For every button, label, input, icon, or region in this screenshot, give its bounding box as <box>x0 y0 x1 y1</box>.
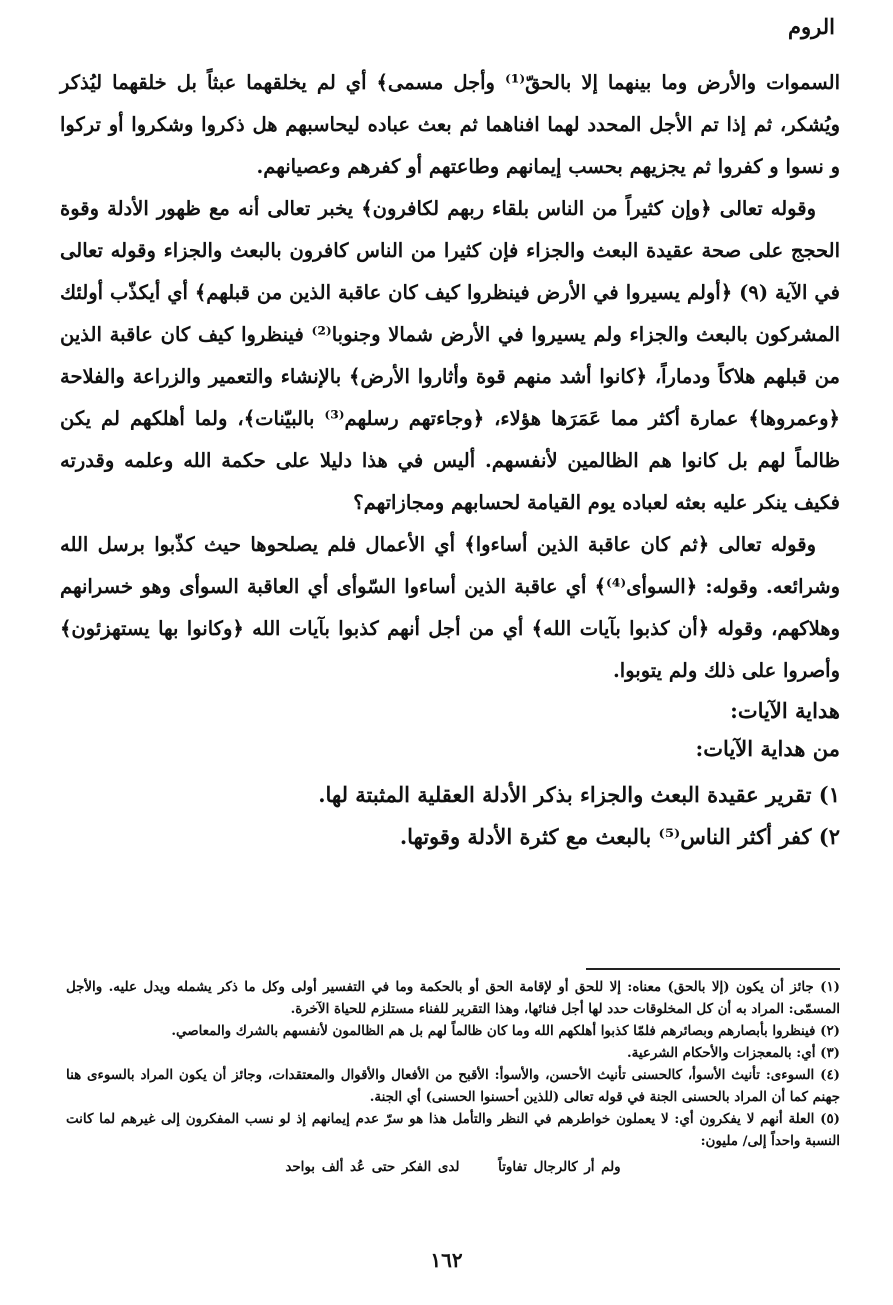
lesson-item-1: ١) تقرير عقيدة البعث والجزاء بذكر الأدلة العقلية المثبتة لها. <box>318 782 840 807</box>
lessons-list <box>60 774 840 858</box>
paragraph-2: وقوله تعالى ﴿وإن كثيراً من الناس بلقاء ربهم لكافرون﴾ يخبر تعالى أنه مع ظهور الأدلة وقوة الحجج على صحة عقيدة البعث والجزاء فإن كثيرا من الناس كافرون بالبعث والجزاء وقوله تعالى في الآية (٩) ﴿أولم يسيروا في الأرض فينظروا كيف كان عاقبة الذين من قبلهم﴾ أي أيكذّب أولئك المشركون بالبعث والجزاء ولم يسيروا في الأرض شمالا وجنوبا⁽²⁾ فينظروا كيف كان عاقبة الذين من قبلهم هلاكاً ودماراً، ﴿كانوا أشد منهم قوة وأثاروا الأرض﴾ بالإنشاء والتعمير والزراعة والفلاحة ﴿وعمروها﴾ عمارة أكثر مما عَمَرَها هؤلاء، ﴿وجاءتهم رسلهم⁽³⁾ بالبيّنات﴾، ولما أهلكهم لم يكن ظالماً لهم بل كانوا هم الظالمين لأنفسهم. أليس في هذا دليلا على حكمة الله وعلمه وقدرته فكيف ينكر عليه بعثه لعباده يوم القيامة لحسابهم ومجازاتهم؟ <box>60 197 840 514</box>
section-subheading: من هداية الآيات: <box>695 736 840 761</box>
lesson-item-2: ٢) كفر أكثر الناس⁽⁵⁾ بالبعث مع كثرة الأدلة وقوتها. <box>399 824 840 849</box>
footnote-divider <box>586 968 840 970</box>
footnotes <box>66 976 840 1178</box>
paragraph-1: السموات والأرض وما بينهما إلا بالحقّ⁽¹⁾ وأجل مسمى﴾ أي لم يخلقهما عبثاً بل خلقهما ليُذكر ويُشكر، ثم إذا تم الأجل المحدد لهما افناهما ثم بعث عباده ليحاسبهم هل ذكروا وشكروا أو تركوا و نسوا و كفروا ثم يجزيهم بحسب إيمانهم وطاعتهم أو كفرهم وعصيانهم. <box>60 71 840 178</box>
paragraph-3: وقوله تعالى ﴿ثم كان عاقبة الذين أساءوا﴾ أي الأعمال فلم يصلحوها حيث كذّبوا برسل الله وشرائعه. وقوله: ﴿السوأى⁽⁴⁾﴾ أي عاقبة الذين أساءوا السّوأى أي العاقبة السوأى وهو خسرانهم وهلاكهم، وقوله ﴿أن كذبوا بآيات الله﴾ أي من أجل أنهم كذبوا بآيات الله ﴿وكانوا بها يستهزئون﴾ وأصروا على ذلك ولم يتوبوا. <box>60 533 841 682</box>
verse-first-hemistich: ولم أر كالرجال تفاوتاً <box>498 1159 621 1175</box>
footnote-5: (٥) العلة أنهم لا يفكرون أي: لا يعملون خواطرهم في النظر والتأمل هذا هو سرّ عدم إيمانهم إذ لو نسب المفكرون إلى غيرهم لما كانت النسبة واحداً إلى/ مليون: <box>66 1111 840 1149</box>
poetry-verse <box>66 1156 840 1178</box>
verse-second-hemistich: لدى الفكر حتى عُد ألف بواحد <box>285 1159 460 1175</box>
main-text <box>60 62 840 858</box>
footnote-2: (٢) فينظروا بأبصارهم وبصائرهم فلمّا كذبوا أهلكهم الله وما كان ظالماً لهم بل هم الظالمون لأنفسهم بالشرك والمعاصي. <box>171 1023 840 1039</box>
chapter-title: الروم <box>788 14 835 39</box>
footnote-4: (٤) السوءى: تأنيث الأسوأ، كالحسنى تأنيث الأحسن، والأسوأ: الأقبح من الأفعال والأقوال والمعتقدات، وجائز أن يكون المراد بالسوءى هنا جهنم كما أن المراد بالحسنى الجنة في قوله تعالى (للذين أحسنوا الحسنى) أي الجنة. <box>66 1067 840 1105</box>
section-heading: هداية الآيات: <box>730 698 840 723</box>
footnote-3: (٣) أي: بالمعجزات والأحكام الشرعية. <box>627 1045 840 1061</box>
page-number: ١٦٢ <box>430 1248 463 1272</box>
footnote-1: (١) جائز أن يكون (إلا بالحق) معناه: إلا للحق أو لإقامة الحق أو بالحكمة وما في التفسير أولى وكل ما ذكر يشمله ويدل عليه. والأجل المسمّى: المراد به أن كل المخلوقات حدد لها أجل فنائها، وهذا التقرير للفناء مستلزم للحياة الآخرة. <box>66 979 840 1017</box>
